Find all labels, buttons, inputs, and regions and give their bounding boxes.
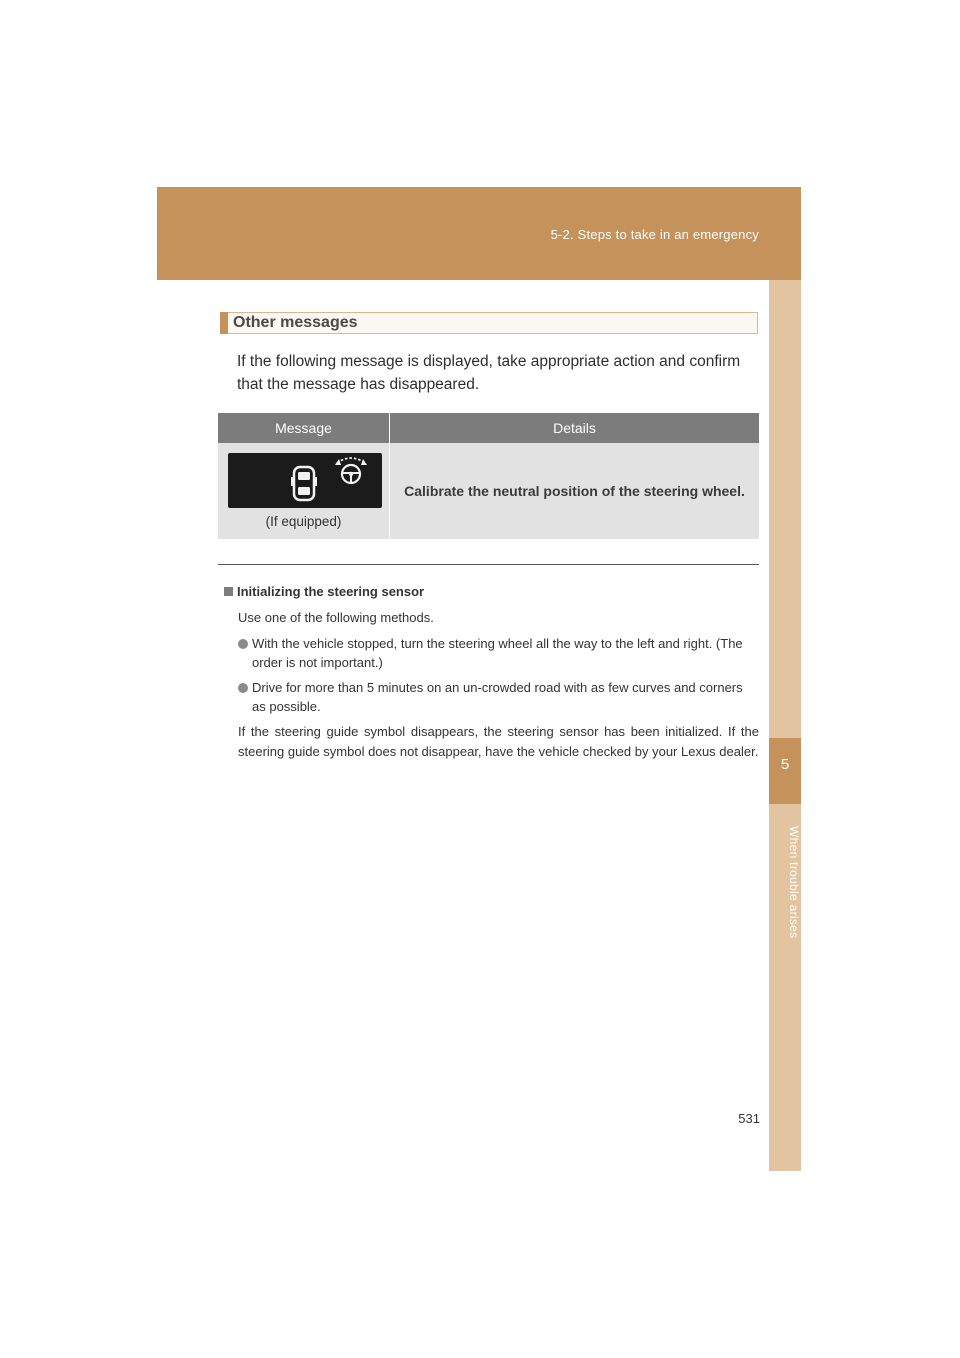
list-item-text: With the vehicle stopped, turn the steering wheel all the way to the left and right. (The order is not important.): [252, 636, 743, 670]
message-cell: [218, 443, 390, 539]
message-table: [218, 413, 759, 539]
multi-info-display: [228, 453, 382, 508]
table-row: [218, 443, 759, 539]
note-lead: Use one of the following methods.: [238, 610, 434, 625]
list-item-text: Drive for more than 5 minutes on an un-crowded road with as few curves and corners as possible.: [252, 680, 743, 714]
header-band: [157, 187, 801, 280]
note-heading-text: Initializing the steering sensor: [237, 584, 425, 599]
page-number: 531: [738, 1111, 760, 1126]
column-header-message: Message: [218, 413, 390, 443]
details-cell: [390, 443, 760, 539]
section-title: Other messages: [233, 314, 358, 331]
note-closing: If the steering guide symbol disappears, the steering sensor has been initialized. If the steering guide symbol does not disappear, have the vehicle checked by your Lexus dealer.: [238, 724, 759, 759]
list-item: [224, 634, 759, 672]
section-heading-bar: [220, 312, 228, 334]
chapter-label: When trouble arises: [787, 825, 801, 939]
table-header-row: [218, 413, 759, 443]
divider: [218, 564, 759, 565]
chapter-number: 5: [780, 756, 790, 773]
equipped-note: (If equipped): [265, 514, 342, 529]
list-item: [224, 678, 759, 716]
intro-text: If the following message is displayed, take appropriate action and confirm that the message has disappeared.: [237, 353, 741, 393]
section-heading: [220, 312, 758, 334]
bullet-dot-icon: [238, 683, 248, 693]
details-text: Calibrate the neutral position of the steering wheel.: [404, 483, 745, 499]
vehicle-top-view-icon: [228, 453, 382, 508]
square-bullet-icon: [224, 587, 233, 596]
bullet-dot-icon: [238, 639, 248, 649]
column-header-details: Details: [390, 413, 760, 443]
section-breadcrumb: 5-2. Steps to take in an emergency: [550, 227, 759, 242]
note-heading: [224, 584, 759, 599]
steering-wheel-rotate-icon: [335, 458, 367, 483]
chapter-side-tab: [769, 280, 801, 1171]
notes-section: [224, 584, 759, 761]
